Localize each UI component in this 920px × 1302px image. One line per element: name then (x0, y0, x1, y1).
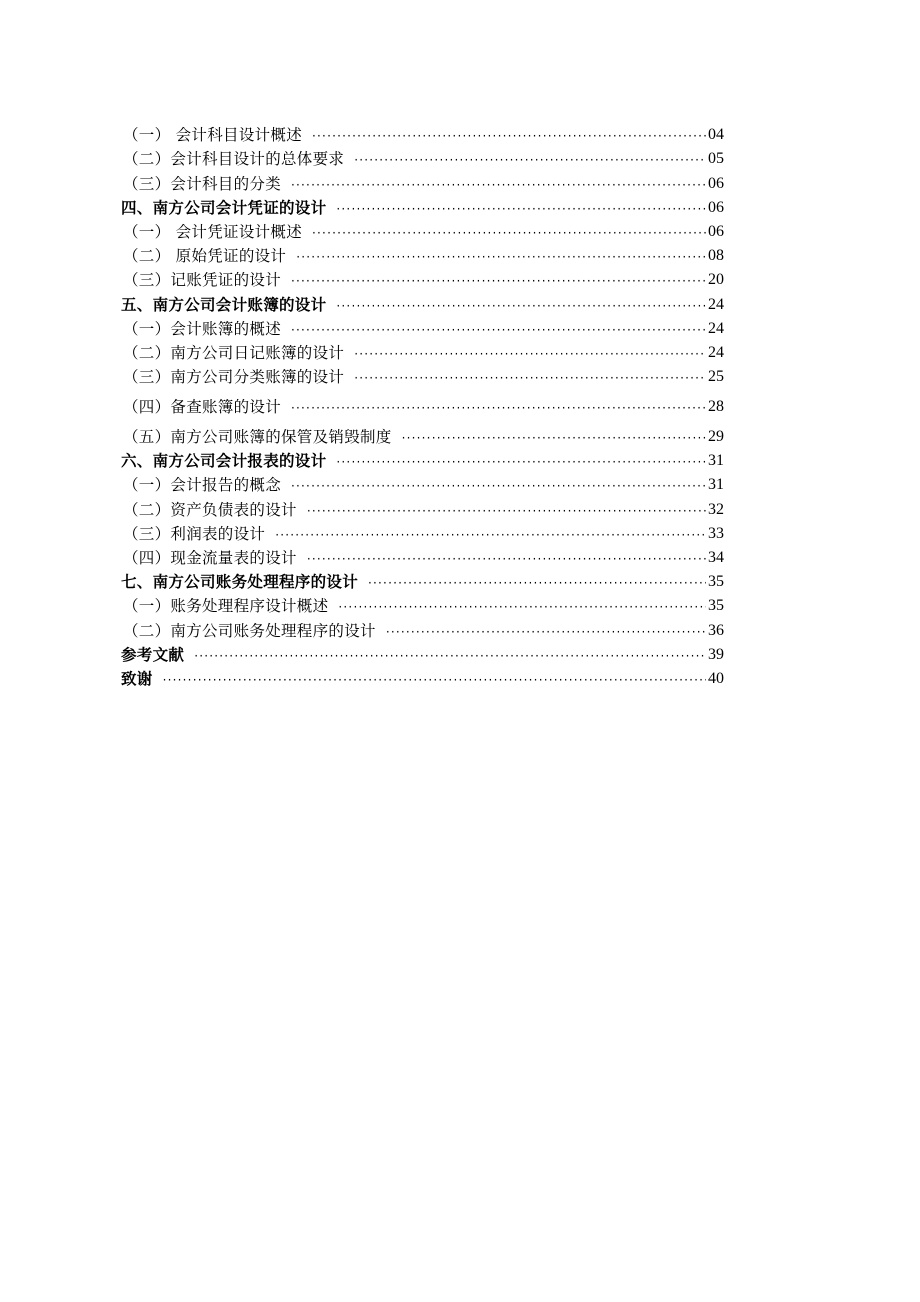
toc-entry-title: （二） 原始凭证的设计 (123, 247, 287, 266)
toc-dot-leader (291, 179, 706, 191)
toc-entry-1-3[interactable] (121, 168, 724, 192)
toc-dot-leader (307, 553, 706, 565)
toc-entry-6-3[interactable] (121, 519, 724, 543)
toc-entry-6-2[interactable] (121, 494, 724, 518)
toc-page-number: 29 (708, 428, 724, 446)
toc-dot-leader (194, 650, 706, 662)
toc-entry-1-1[interactable] (121, 120, 724, 144)
toc-page-number: 36 (708, 621, 724, 639)
toc-entry-5-4[interactable] (121, 386, 724, 416)
toc-entry-title: （一）账务处理程序设计概述 (123, 597, 329, 616)
toc-entry-5-2[interactable] (121, 338, 724, 362)
toc-references[interactable] (121, 640, 724, 664)
toc-page-number: 28 (708, 398, 724, 416)
toc-page-number: 04 (708, 126, 724, 144)
toc-page-number: 06 (708, 198, 724, 216)
toc-dot-leader (368, 577, 706, 589)
toc-page-number: 34 (708, 549, 724, 566)
toc-page-number: 24 (708, 343, 724, 361)
toc-dot-leader (291, 480, 706, 492)
toc-entry-7-2[interactable] (121, 615, 724, 639)
toc-entry-title: （二）资产负债表的设计 (123, 500, 297, 519)
toc-page-number: 08 (708, 247, 724, 265)
toc-dot-leader (296, 251, 706, 263)
toc-page-number: 40 (708, 669, 724, 687)
toc-chapter-title: 五、南方公司会计账簿的设计 (121, 295, 327, 314)
toc-dot-leader (336, 203, 706, 215)
toc-dot-leader (336, 300, 706, 312)
toc-entry-title: （一）会计账簿的概述 (123, 319, 282, 338)
toc-chapter-7[interactable] (121, 567, 724, 591)
toc-entry-title: （三）会计科目的分类 (123, 174, 282, 193)
toc-entry-title: （二）南方公司账务处理程序的设计 (123, 621, 376, 640)
toc-entry-6-1[interactable] (121, 470, 724, 494)
toc-entry-title: （二）会计科目设计的总体要求 (123, 150, 345, 169)
toc-chapter-title: 六、南方公司会计报表的设计 (121, 452, 327, 471)
toc-entry-title: （三）记账凭证的设计 (123, 271, 282, 290)
toc-page-number: 35 (708, 573, 724, 591)
toc-page-number: 20 (708, 271, 724, 289)
toc-chapter-title: 参考文献 (121, 645, 185, 664)
toc-dot-leader (312, 130, 706, 142)
toc-dot-leader (386, 626, 706, 638)
toc-entry-title: （三）南方公司分类账簿的设计 (123, 368, 345, 387)
toc-dot-leader (336, 456, 706, 468)
toc-entry-title: （一） 会计科目设计概述 (123, 126, 303, 145)
toc-page-number: 31 (708, 452, 724, 470)
toc-entry-5-5[interactable] (121, 416, 724, 446)
toc-page-number: 24 (708, 295, 724, 313)
toc-dot-leader (354, 348, 706, 360)
toc-page-number: 33 (708, 524, 724, 542)
toc-dot-leader (402, 432, 706, 444)
toc-page-number: 39 (708, 645, 724, 663)
toc-entry-5-1[interactable] (121, 314, 724, 338)
toc-chapter-title: 四、南方公司会计凭证的设计 (121, 198, 327, 217)
toc-page-number: 06 (708, 222, 724, 240)
toc-entry-5-3[interactable] (121, 362, 724, 386)
toc-entry-title: （四）现金流量表的设计 (123, 549, 297, 567)
toc-entry-7-1[interactable] (121, 591, 724, 615)
toc-dot-leader (338, 601, 706, 613)
toc-entry-title: （四）备查账簿的设计 (123, 398, 282, 417)
toc-entry-6-4[interactable] (121, 543, 724, 567)
toc-entry-4-1[interactable] (121, 217, 724, 241)
toc-chapter-title: 致谢 (121, 669, 153, 688)
toc-dot-leader (275, 529, 706, 541)
toc-entry-4-2[interactable] (121, 241, 724, 265)
toc-page-number: 32 (708, 500, 724, 518)
toc-entry-title: （二）南方公司日记账簿的设计 (123, 343, 345, 362)
toc-dot-leader (291, 324, 706, 336)
toc-page-number: 31 (708, 476, 724, 494)
toc-page-number: 25 (708, 368, 724, 386)
toc-entry-4-3[interactable] (121, 265, 724, 289)
toc-chapter-6[interactable] (121, 446, 724, 470)
toc-chapter-5[interactable] (121, 289, 724, 313)
toc-entry-title: （一） 会计凭证设计概述 (123, 222, 303, 241)
toc-entry-title: （一）会计报告的概念 (123, 476, 282, 495)
toc-acknowledgements[interactable] (121, 664, 724, 688)
toc-dot-leader (291, 402, 706, 414)
toc-dot-leader (354, 154, 706, 166)
toc-entry-1-2[interactable] (121, 144, 724, 168)
toc-dot-leader (354, 372, 706, 384)
table-of-contents (121, 120, 724, 688)
toc-page-number: 06 (708, 174, 724, 192)
toc-entry-title: （三）利润表的设计 (123, 524, 266, 543)
toc-dot-leader (307, 505, 706, 517)
toc-page-number: 35 (708, 597, 724, 615)
toc-dot-leader (163, 674, 706, 686)
toc-entry-title: （五）南方公司账簿的保管及销毁制度 (123, 428, 392, 447)
toc-dot-leader (312, 227, 706, 239)
toc-dot-leader (291, 275, 706, 287)
toc-page-number: 24 (708, 319, 724, 337)
toc-chapter-title: 七、南方公司账务处理程序的设计 (121, 573, 359, 592)
toc-page-number: 05 (708, 150, 724, 168)
toc-chapter-4[interactable] (121, 193, 724, 217)
